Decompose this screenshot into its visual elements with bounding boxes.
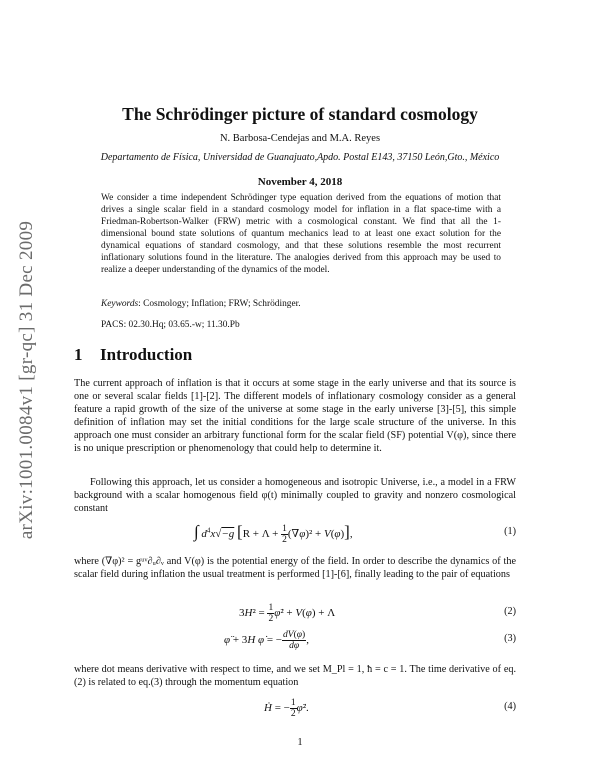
equation-2: 3H² = $\frac{1}{2}$ φ̇² + V(φ) + Λ (2) bbox=[239, 603, 516, 624]
equation-3-number: (3) bbox=[504, 633, 516, 644]
equation-2-number: (2) bbox=[504, 606, 516, 617]
paper-title: The Schrödinger picture of standard cosmology bbox=[122, 104, 478, 124]
paper-affiliation: Departamento de Física, Universidad de Guanajuato,Apdo. Postal E143, 37150 León,Gto., México bbox=[100, 152, 500, 163]
paragraph-momentum: where dot means derivative with respect to time, and we set M_Pl = 1, ħ = c = 1. The time derivative of eq.(2) is related to eq.(3) through the momentum equation bbox=[74, 664, 516, 689]
keywords-line bbox=[101, 298, 501, 310]
section-number: 1 bbox=[74, 345, 83, 364]
equation-4: Ḣ = − $\frac{1}{2}$ φ̇². (4) bbox=[264, 698, 516, 719]
paragraph-approach: Following this approach, let us consider a homogeneous and isotropic Universe, i.e., a model in a FRW background with a scalar homogenous field φ(t) minimally coupled to gravity and nonzero cosmological constant bbox=[74, 477, 516, 515]
pacs-codes: PACS: 02.30.Hq; 03.65.-w; 11.30.Pb bbox=[101, 320, 240, 330]
paper-authors: N. Barbosa-Cendejas and M.A. Reyes bbox=[219, 133, 381, 144]
equation-1-number: (1) bbox=[504, 526, 516, 537]
equation-1: ∫ $d^4x√-g$ [R + Λ + $\frac{1}{2}$ (∇φ)² + V(φ)], (1) bbox=[194, 522, 516, 545]
paragraph-intro: The current approach of inflation is that it occurs at some stage in the early universe and that its source is one or several scalar fields [1]-[2]. The different models of inflationary cosmology consider as a general feature a rapid growth of the size of the universe at some stage in the early universe [3]-[5], this simple definition of inflation may set the initial conditions for the large scale structure of the universe. In this approach one must consider an arbitrary functional form for the scalar field (SF) potential V(φ), since there is no unique prescription or phenomenology that could help to determine it. bbox=[74, 378, 516, 455]
page-number: 1 bbox=[297, 737, 303, 748]
arxiv-sidebar bbox=[10, 200, 44, 560]
keywords-label: Keywords bbox=[101, 299, 139, 309]
paragraph-dynamics: where (∇φ)² = gᵘᵛ∂ᵤ∂ᵥ and V(φ) is the potential energy of the field. In order to describe the dynamics of the scalar field during inflation the usual treatment is performed [1]-[6], finally leading to the pair of equations bbox=[74, 556, 516, 581]
paper-date: November 4, 2018 bbox=[257, 176, 343, 188]
equation-3: φ̈ + 3H φ̇ = − $\frac{dV(\varphi)}{d\varphi}$ , (3) bbox=[224, 630, 516, 651]
keywords-list: : Cosmology; Inflation; FRW; Schrödinger. bbox=[138, 299, 301, 309]
abstract-text: We consider a time independent Schrödinger type equation derived from the equations of motion that drives a single scalar field in a standard cosmology model for inflation in a flat space-time with a Friedman-Robertson-Walker (FRW) metric with a cosmological constant. We find that all the 1-dimensional bound state solutions of quantum mechanics lead to at least one exact solution for the dynamical equations of standard cosmology, and that these solutions resemble the most recurrent inflationary solutions found in the literature. The analogies derived from this approach may be used to realize a deeper understanding of the dynamics of the model. bbox=[101, 193, 501, 275]
section-title: Introduction bbox=[100, 345, 193, 364]
equation-4-number: (4) bbox=[504, 701, 516, 712]
section-heading bbox=[74, 345, 192, 365]
arxiv-identifier: arXiv:1001.0084v1 [gr-qc] 31 Dec 2009 bbox=[16, 220, 37, 540]
